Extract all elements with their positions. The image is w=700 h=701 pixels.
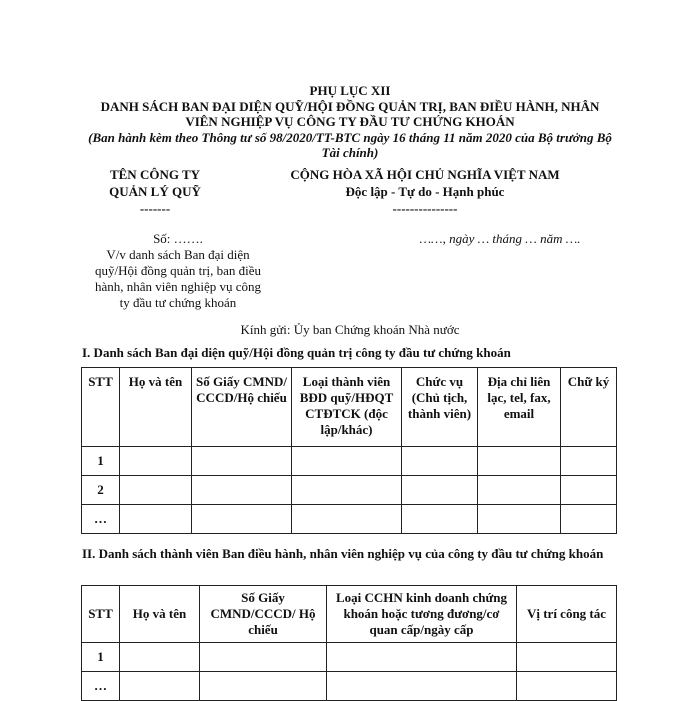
list-title-line-2: VIÊN NGHIỆP VỤ CÔNG TY ĐẦU TƯ CHỨNG KHOÁN: [185, 114, 515, 129]
section-2-title: II. Danh sách thành viên Ban điều hành, nhân viên nghiệp vụ của công ty đầu tư chứng khoán: [82, 546, 604, 561]
company-name-line-1: TÊN CÔNG TY: [109, 167, 201, 182]
table-cell[interactable]: [200, 672, 327, 701]
table-cell[interactable]: [478, 505, 561, 534]
header-cell: Địa chỉ liên lạc, tel, fax, email: [478, 368, 561, 447]
table-cell[interactable]: [517, 672, 617, 701]
table-cell[interactable]: [327, 643, 517, 672]
table-cell[interactable]: [120, 476, 192, 505]
appendix-title: PHỤ LỤC XII: [309, 83, 391, 98]
table-cell[interactable]: [200, 643, 327, 672]
company-name-line-2: QUẢN LÝ QUỸ: [109, 184, 201, 199]
issuance-note-line-2: Tài chính): [321, 145, 379, 160]
table-row: [82, 505, 617, 534]
header-cell: Loại CCHN kinh doanh chứng khoán hoặc tương đương/cơ quan cấp/ngày cấp: [327, 586, 517, 643]
header-cell: STT: [82, 368, 120, 447]
national-header: [255, 166, 595, 217]
table-cell[interactable]: [292, 505, 402, 534]
table-cell[interactable]: [120, 672, 200, 701]
table-cell[interactable]: [292, 447, 402, 476]
table-cell[interactable]: [402, 476, 478, 505]
header-cell: Chữ ký: [561, 368, 617, 447]
table-cell[interactable]: [478, 447, 561, 476]
header-cell: Họ và tên: [120, 586, 200, 643]
list-title-line-1: DANH SÁCH BAN ĐẠI DIỆN QUỸ/HỘI ĐỒNG QUẢN TRỊ, BAN ĐIỀU HÀNH, NHÂN: [100, 98, 600, 114]
table-cell[interactable]: [120, 447, 192, 476]
table-cell[interactable]: [478, 476, 561, 505]
table-cell[interactable]: [517, 643, 617, 672]
table-cell[interactable]: [327, 672, 517, 701]
table-cell[interactable]: [402, 447, 478, 476]
table-cell[interactable]: [561, 505, 617, 534]
header-cell: Số Giấy CMND/ CCCD/Hộ chiếu: [192, 368, 292, 447]
table-cell[interactable]: [192, 447, 292, 476]
table-cell[interactable]: [292, 476, 402, 505]
national-title: CỘNG HÒA XÃ HỘI CHỦ NGHĨA VIỆT NAM: [290, 167, 560, 182]
table-cell[interactable]: [120, 505, 192, 534]
table-row: [82, 447, 617, 476]
staff-table: [81, 585, 617, 701]
subject-line-2: quỹ/Hội đồng quản trị, ban điều: [94, 263, 262, 278]
table-cell[interactable]: [120, 643, 200, 672]
date-line: ……, ngày … tháng … năm ….: [419, 231, 581, 246]
table-row: [82, 476, 617, 505]
table-cell[interactable]: [192, 476, 292, 505]
subject-line-3: hành, nhân viên nghiệp vụ công: [94, 279, 262, 294]
subject-line-4: ty đầu tư chứng khoán: [119, 295, 237, 310]
board-table: [81, 367, 617, 534]
table-header-row: [82, 368, 617, 447]
company-rule: -------: [139, 201, 171, 216]
header-cell: STT: [82, 586, 120, 643]
table-row: [82, 672, 617, 701]
table-row: [82, 643, 617, 672]
reference-block: [78, 231, 278, 311]
table-cell[interactable]: [192, 505, 292, 534]
issuance-note-line-1: (Ban hành kèm theo Thông tư số 98/2020/TT-BTC ngày 16 tháng 11 năm 2020 của Bộ trưởng Bộ: [88, 129, 612, 145]
company-header: [90, 166, 220, 217]
row-number: 2: [82, 476, 120, 505]
table-header-row: [82, 586, 617, 643]
row-number: 1: [82, 643, 120, 672]
header-cell: Chức vụ (Chủ tịch, thành viên): [402, 368, 478, 447]
document-number: Số: …….: [153, 231, 203, 246]
row-number: …: [82, 505, 120, 534]
subject-line-1: V/v danh sách Ban đại diện: [106, 247, 250, 262]
header-cell: Vị trí công tác: [517, 586, 617, 643]
recipient-line: Kính gửi: Ủy ban Chứng khoán Nhà nước: [240, 322, 460, 337]
header-cell: Số Giấy CMND/CCCD/ Hộ chiếu: [200, 586, 327, 643]
national-motto: Độc lập - Tự do - Hạnh phúc: [345, 184, 505, 199]
header-cell: Họ và tên: [120, 368, 192, 447]
table-cell[interactable]: [561, 476, 617, 505]
header-cell: Loại thành viên BĐD quỹ/HĐQT CTĐTCK (độc lập/khác): [292, 368, 402, 447]
document-heading: [70, 83, 630, 161]
table-cell[interactable]: [402, 505, 478, 534]
table-cell[interactable]: [561, 447, 617, 476]
national-rule: ---------------: [392, 201, 458, 216]
row-number: 1: [82, 447, 120, 476]
section-1-title: I. Danh sách Ban đại diện quỹ/Hội đồng quản trị công ty đầu tư chứng khoán: [82, 345, 511, 360]
row-number: …: [82, 672, 120, 701]
